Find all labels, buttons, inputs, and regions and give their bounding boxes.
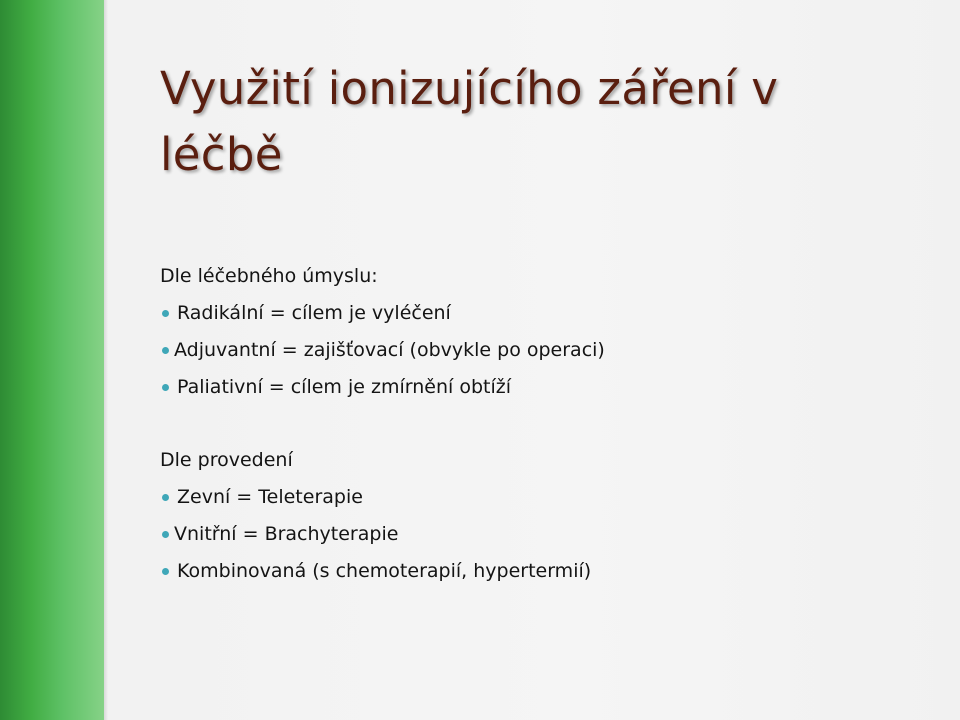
- side-bar-shadow: [104, 0, 108, 720]
- bullet-dot-icon: [162, 347, 169, 354]
- bullet-dot-icon: [162, 384, 169, 391]
- list-item: [160, 479, 880, 516]
- list-item-text: Paliativní = cílem je zmírnění obtíží: [177, 376, 511, 398]
- list-item: [160, 295, 880, 332]
- list-item: [160, 332, 880, 369]
- bullet-dot-icon: [162, 531, 169, 538]
- section-heading-intent: Dle léčebného úmyslu:: [160, 265, 378, 287]
- list-item: [160, 553, 880, 590]
- green-side-bar: [0, 0, 104, 720]
- bullet-dot-icon: [162, 310, 169, 317]
- section-spacer: [160, 406, 880, 442]
- slide-title: Využití ionizujícího záření v léčbě: [160, 62, 779, 181]
- bullet-dot-icon: [162, 568, 169, 575]
- list-item-text: Zevní = Teleterapie: [177, 486, 363, 508]
- list-item-text: Adjuvantní = zajišťovací (obvykle po operaci): [174, 339, 605, 361]
- list-item-text: Radikální = cílem je vyléčení: [177, 302, 451, 324]
- list-item-text: Vnitřní = Brachyterapie: [174, 523, 399, 545]
- bullet-dot-icon: [162, 494, 169, 501]
- slide-body: [160, 258, 880, 590]
- list-item-text: Kombinovaná (s chemoterapií, hypertermií): [177, 560, 592, 582]
- list-item: [160, 369, 880, 406]
- list-item: [160, 516, 880, 553]
- section-heading-method: Dle provedení: [160, 449, 293, 471]
